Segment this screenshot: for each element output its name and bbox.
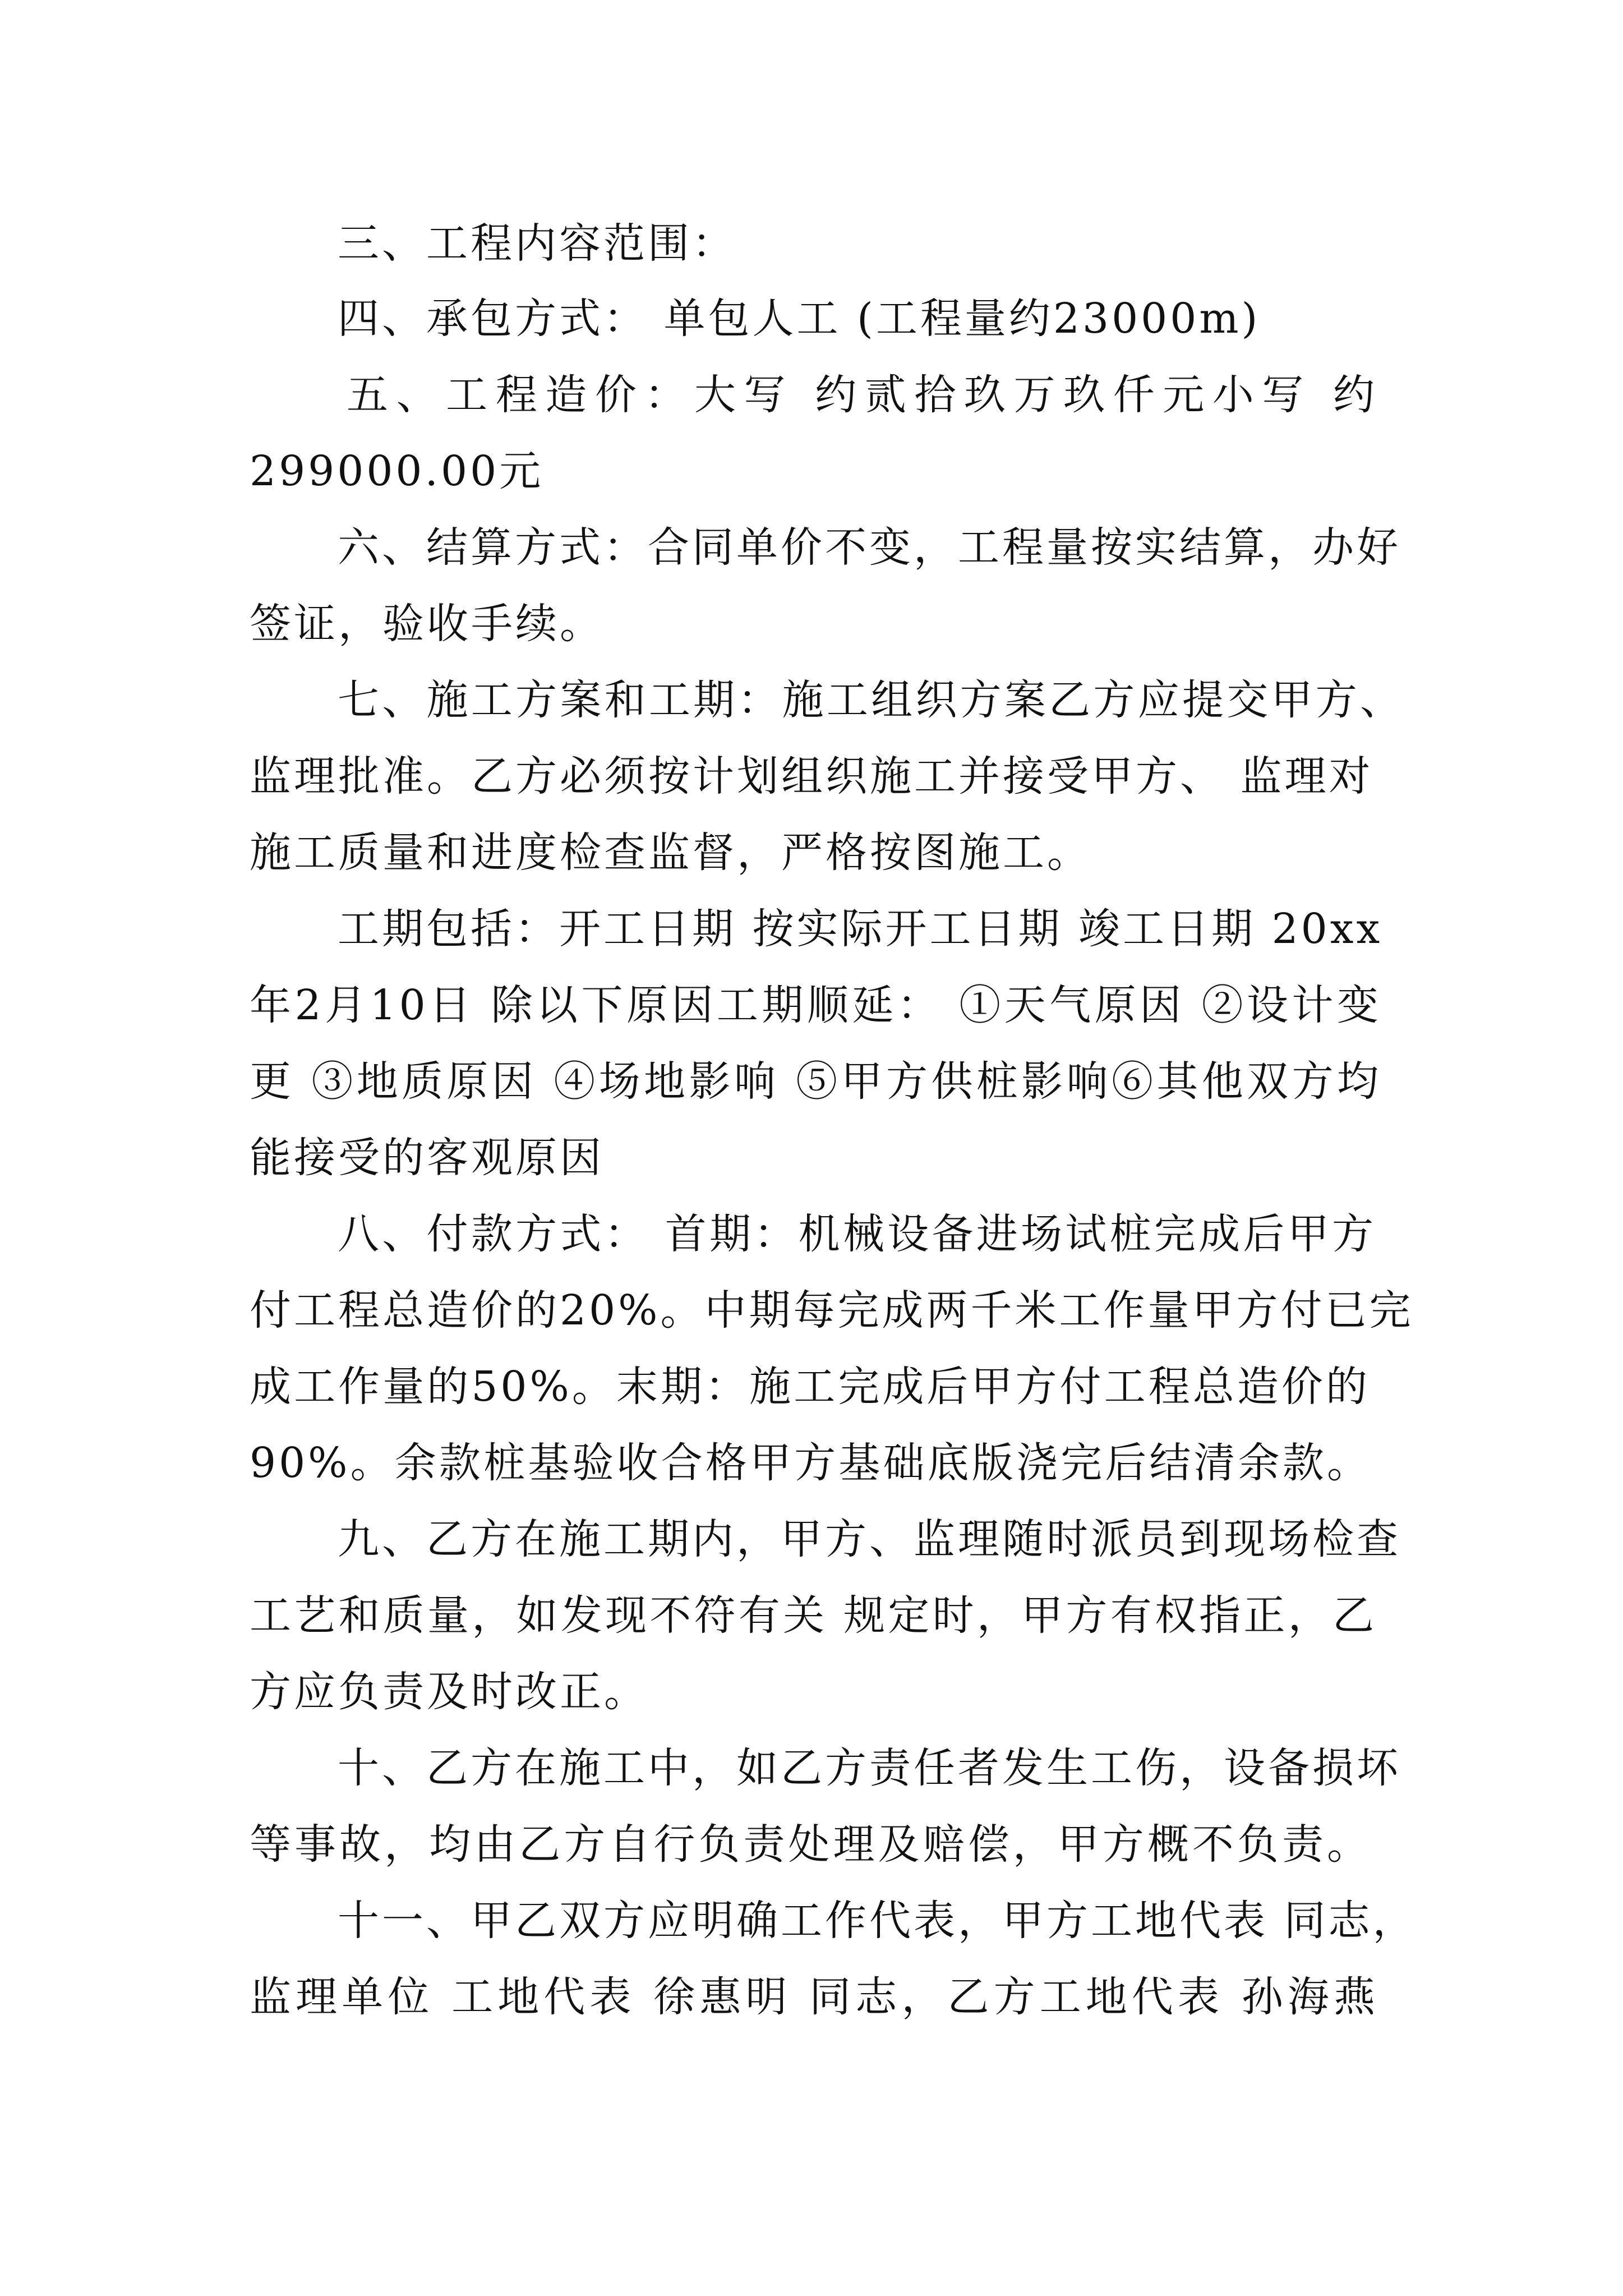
text-line: 付工程总造价的20%。中期每完成两千米工作量甲方付已完	[250, 1286, 1414, 1335]
text-line: 更 ③地质原因 ④场地影响 ⑤甲方供桩影响⑥其他双方均	[250, 1057, 1381, 1106]
text-line: 签证，验收手续。	[250, 600, 604, 648]
text-line: 五、工程造价：大写 约贰拾玖万玖仟元小写 约	[347, 371, 1377, 419]
text-line: 八、付款方式： 首期：机械设备进场试桩完成后甲方	[338, 1210, 1376, 1258]
text-line: 工艺和质量，如发现不符有关 规定时，甲方有权指正，乙	[250, 1591, 1377, 1640]
text-line: 施工质量和进度检查监督，严格按图施工。	[250, 829, 1091, 877]
text-line: 工期包括：开工日期 按实际开工日期 竣工日期 20xx	[338, 905, 1383, 953]
text-line: 四、承包方式： 单包人工 (工程量约23000m)	[338, 295, 1261, 343]
text-line: 90%。余款桩基验收合格甲方基础底版浇完后结清余款。	[250, 1439, 1371, 1487]
text-line: 等事故，均由乙方自行负责处理及赔偿，甲方概不负责。	[250, 1820, 1371, 1869]
text-line: 三、工程内容范围：	[338, 219, 736, 268]
text-line: 监理单位 工地代表 徐惠明 同志，乙方工地代表 孙海燕	[250, 1973, 1378, 2021]
text-line: 六、结算方式：合同单价不变，工程量按实结算，办好	[338, 523, 1401, 572]
text-line: 十一、甲乙双方应明确工作代表，甲方工地代表 同志，	[338, 1897, 1417, 1945]
text-line: 监理批准。乙方必须按计划组织施工并接受甲方、 监理对	[250, 752, 1373, 800]
text-line: 十、乙方在施工中，如乙方责任者发生工伤，设备损坏	[338, 1744, 1401, 1792]
text-line: 成工作量的50%。末期：施工完成后甲方付工程总造价的	[250, 1363, 1370, 1411]
text-line: 年2月10日 除以下原因工期顺延： ①天气原因 ②设计变	[250, 981, 1381, 1029]
text-line: 方应负责及时改正。	[250, 1668, 648, 1716]
text-line: 299000.00元	[250, 447, 544, 495]
text-line: 能接受的客观原因	[250, 1134, 604, 1182]
text-line: 九、乙方在施工期内，甲方、监理随时派员到现场检查	[338, 1515, 1401, 1563]
text-line: 七、施工方案和工期：施工组织方案乙方应提交甲方、	[338, 676, 1404, 724]
